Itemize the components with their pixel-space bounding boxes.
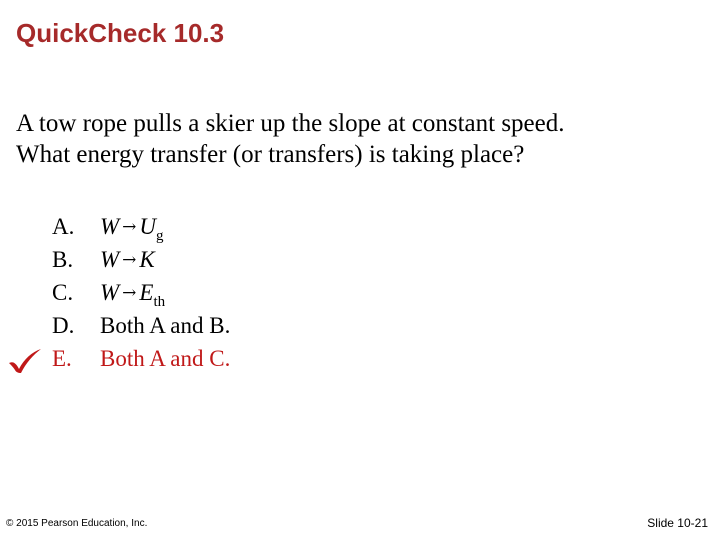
slide-number: Slide 10-21 [647,516,708,530]
choice-to-subscript: g [156,228,164,244]
question-line-1: A tow rope pulls a skier up the slope at constant speed. [16,110,565,137]
choice-letter: A. [52,214,75,239]
arrow-icon: → [122,217,137,237]
choice-letter: E. [52,346,72,371]
choice-from: W [100,280,120,305]
choice-text [100,243,155,279]
choice-to: K [139,247,155,272]
choice-a [0,210,400,243]
question-line-2: What energy transfer (or transfers) is taking place? [16,141,525,168]
choice-e [0,342,400,375]
choice-letter: C. [52,280,74,305]
choice-letter: D. [52,313,75,338]
choice-c [0,276,400,309]
choice-to: E [139,280,154,305]
slide-title: QuickCheck 10.3 [16,18,225,48]
choice-text [100,276,165,313]
choice-from: W [100,214,120,239]
question-text [16,108,706,170]
choice-b [0,243,400,276]
choice-text: Both A and B. [100,313,231,338]
arrow-icon: → [122,283,137,303]
checkmark-icon [7,348,43,374]
choice-to-subscript: th [153,294,166,310]
arrow-icon: → [122,250,137,270]
choice-to: U [139,214,157,239]
choice-text [100,210,164,247]
choice-from: W [100,247,120,272]
copyright-notice: © 2015 Pearson Education, Inc. [6,518,148,529]
choice-text: Both A and C. [100,346,231,371]
choice-letter: B. [52,247,74,272]
choice-d [0,309,400,342]
